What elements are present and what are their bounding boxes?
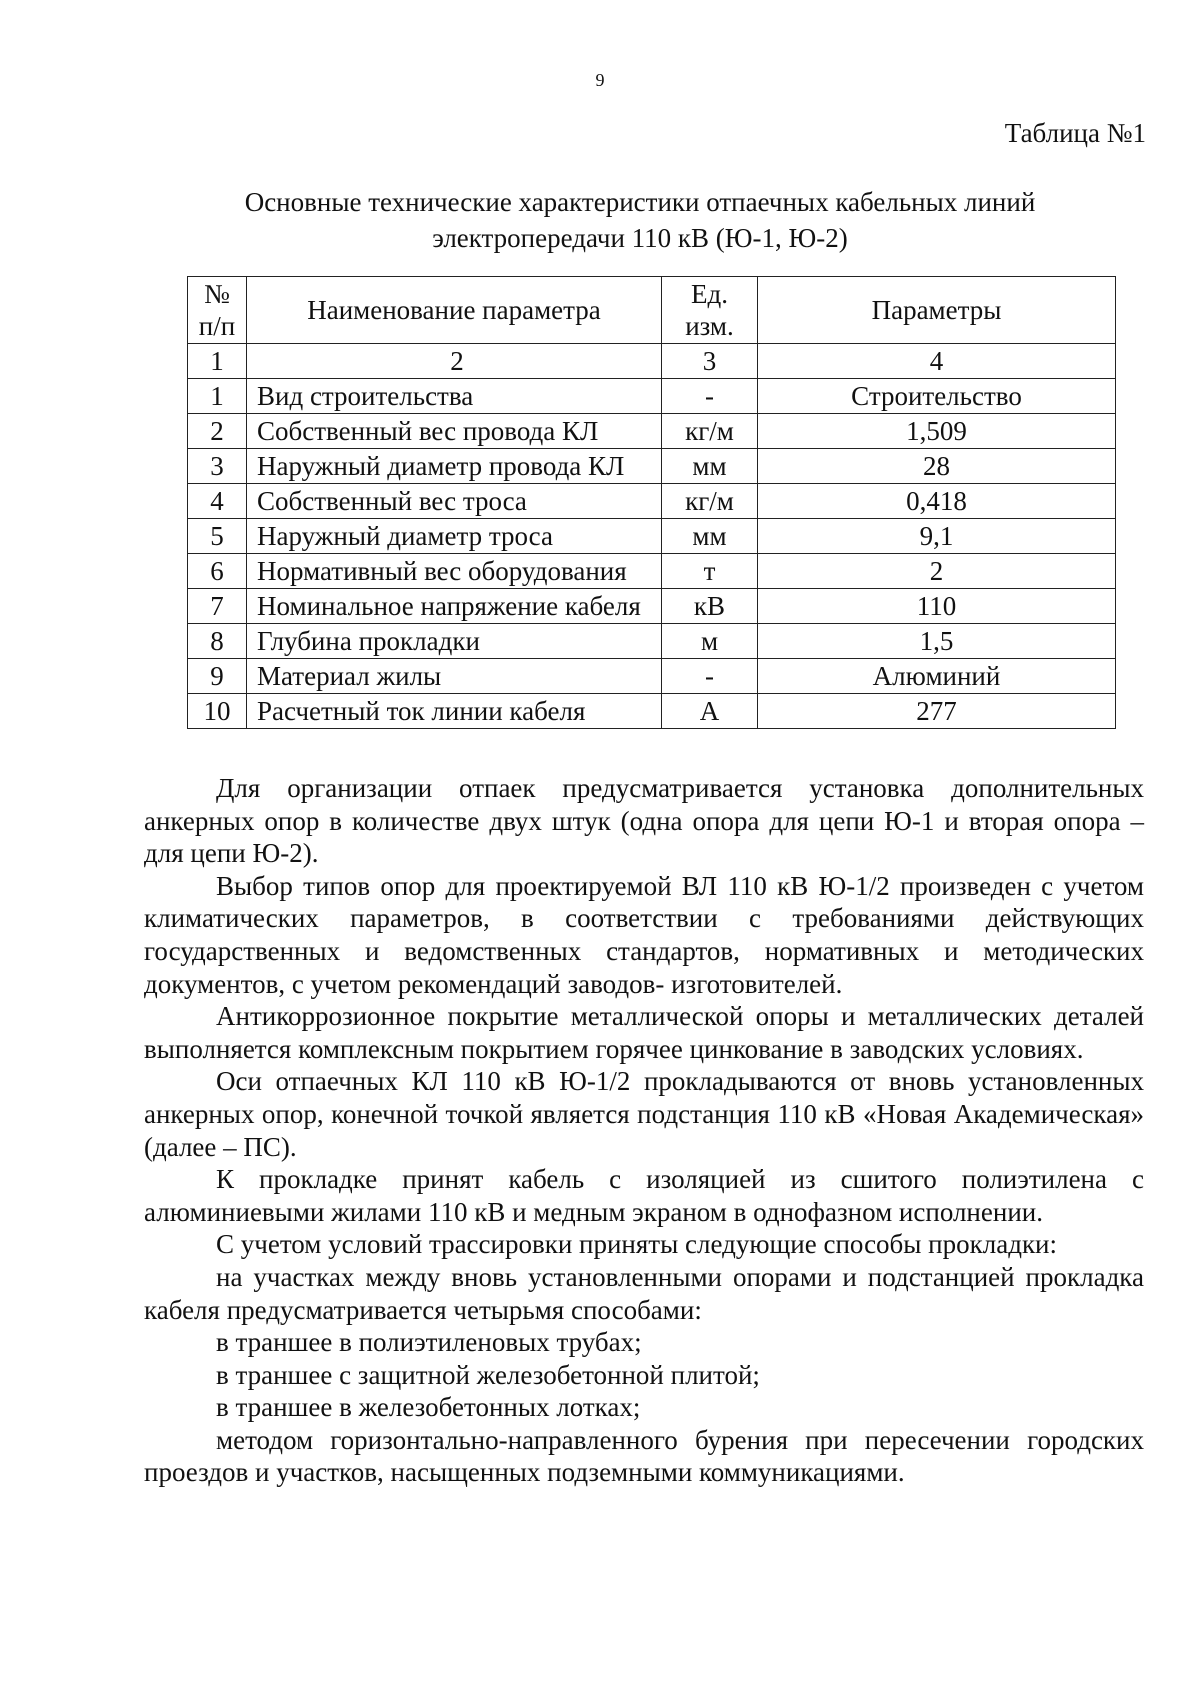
header-num-line-2: п/п <box>198 311 236 341</box>
row-unit: - <box>662 379 758 414</box>
paragraph: С учетом условий трассировки приняты следующие способы прокладки: <box>216 1229 1058 1260</box>
list-item: в траншее с защитной железобетонной плитой; <box>216 1359 760 1390</box>
row-unit: мм <box>662 519 758 554</box>
table-row <box>188 379 1116 414</box>
row-unit: - <box>662 659 758 694</box>
caption-line-2: электропередачи 110 кВ (Ю-1, Ю-2) <box>432 223 848 253</box>
header-unit-line-2: изм. <box>685 311 734 341</box>
paragraph: Оси отпаечных КЛ 110 кВ Ю-1/2 прокладываются от вновь установленных анкерных опор, конечной точкой является подстанция 110 кВ «Новая Академическая» (далее – ПС). <box>144 1066 1144 1162</box>
row-value: 9,1 <box>758 519 1116 554</box>
row-name: Наружный диаметр провода КЛ <box>247 449 662 484</box>
table-row <box>188 624 1116 659</box>
table-row <box>188 589 1116 624</box>
row-num: 6 <box>188 554 247 589</box>
row-unit: м <box>662 624 758 659</box>
header-unit <box>662 277 758 344</box>
row-unit: мм <box>662 449 758 484</box>
header-num-line-1: № <box>204 279 230 309</box>
index-cell: 4 <box>758 344 1116 379</box>
row-name: Наружный диаметр троса <box>247 519 662 554</box>
header-unit-line-1: Ед. <box>691 279 728 309</box>
row-value: 110 <box>758 589 1116 624</box>
row-num: 2 <box>188 414 247 449</box>
row-unit: кг/м <box>662 484 758 519</box>
table-row <box>188 414 1116 449</box>
row-name: Нормативный вес оборудования <box>247 554 662 589</box>
row-value: Строительство <box>758 379 1116 414</box>
paragraph: Антикоррозионное покрытие металлической опоры и металлических деталей выполняется комплексным покрытием горячее цинкование в заводских условиях. <box>144 1001 1144 1064</box>
row-name: Расчетный ток линии кабеля <box>247 694 662 729</box>
row-num: 1 <box>188 379 247 414</box>
row-value: 1,509 <box>758 414 1116 449</box>
row-name: Номинальное напряжение кабеля <box>247 589 662 624</box>
table-index-row <box>188 344 1116 379</box>
row-unit: кВ <box>662 589 758 624</box>
paragraph: на участках между вновь установленными опорами и подстанцией прокладка кабеля предусматривается четырьмя способами: <box>144 1261 1144 1325</box>
index-cell: 3 <box>662 344 758 379</box>
caption-line-1: Основные технические характеристики отпаечных кабельных линий <box>244 187 1036 217</box>
row-unit: т <box>662 554 758 589</box>
row-value: 277 <box>758 694 1116 729</box>
paragraph: методом горизонтально-направленного бурения при пересечении городских проездов и участков, насыщенных подземными коммуникациями. <box>144 1424 1144 1488</box>
row-num: 5 <box>188 519 247 554</box>
row-value: Алюминий <box>758 659 1116 694</box>
row-num: 8 <box>188 624 247 659</box>
row-unit: кг/м <box>662 414 758 449</box>
row-num: 3 <box>188 449 247 484</box>
table-row <box>188 484 1116 519</box>
table-header-row <box>188 277 1116 344</box>
row-name: Собственный вес провода КЛ <box>247 414 662 449</box>
table-row <box>188 449 1116 484</box>
row-value: 1,5 <box>758 624 1116 659</box>
list-item: в траншее в полиэтиленовых трубах; <box>216 1327 642 1358</box>
row-unit: А <box>662 694 758 729</box>
row-value: 0,418 <box>758 484 1116 519</box>
row-name: Глубина прокладки <box>247 624 662 659</box>
row-value: 2 <box>758 554 1116 589</box>
index-cell: 1 <box>188 344 247 379</box>
row-name: Материал жилы <box>247 659 662 694</box>
table-label: Таблица №1 <box>1004 118 1146 148</box>
body-text <box>144 772 1144 1489</box>
index-cell: 2 <box>247 344 662 379</box>
table-row <box>188 659 1116 694</box>
row-value: 28 <box>758 449 1116 484</box>
header-num <box>188 277 247 344</box>
header-name: Наименование параметра <box>247 277 662 344</box>
paragraph: Выбор типов опор для проектируемой ВЛ 110 кВ Ю-1/2 произведен с учетом климатических параметров, в соответствии с требованиями действующих государственных и ведомственных стандартов, нормативных и методических документов, с учетом рекомендаций заводов- изготовителей. <box>144 870 1144 999</box>
paragraph: К прокладке принят кабель с изоляцией из сшитого полиэтилена с алюминиевыми жилами 110 кВ и медным экраном в однофазном исполнении. <box>144 1164 1144 1227</box>
paragraph: Для организации отпаек предусматривается установка дополнительных анкерных опор в количестве двух штук (одна опора для цепи Ю-1 и вторая опора – для цепи Ю-2). <box>144 773 1144 869</box>
row-num: 10 <box>188 694 247 729</box>
table-caption <box>180 184 1100 256</box>
table-row <box>188 554 1116 589</box>
row-num: 4 <box>188 484 247 519</box>
parameters-table <box>187 276 1116 729</box>
header-value: Параметры <box>758 277 1116 344</box>
page-number: 9 <box>595 70 605 90</box>
row-name: Вид строительства <box>247 379 662 414</box>
table-row <box>188 694 1116 729</box>
row-name: Собственный вес троса <box>247 484 662 519</box>
table-row <box>188 519 1116 554</box>
list-item: в траншее в железобетонных лотках; <box>216 1392 641 1423</box>
row-num: 7 <box>188 589 247 624</box>
row-num: 9 <box>188 659 247 694</box>
